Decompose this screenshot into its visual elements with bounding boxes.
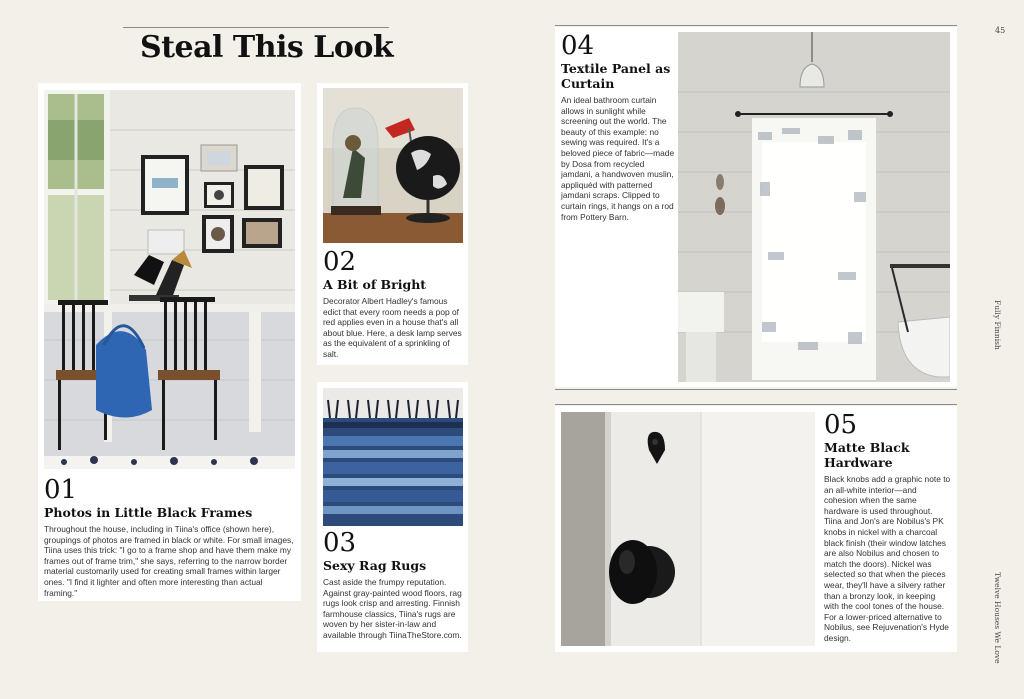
page-number: 45 <box>995 26 1006 35</box>
office-photo-illustration <box>44 90 295 469</box>
item-04-body: An ideal bathroom curtain allows in sunlight while screening out the world. The beauty of this example: no sewing was required. It's a beloved piece of fabric—made by Dosa from recycled jamdani, a handwoven muslin, appliquéd with patterned jamdani scraps. Clipped to curtain rings, it hangs on a rod from Pottery Barn. <box>561 95 675 222</box>
item-05-number: 05 <box>824 410 858 440</box>
item-05-title: Matte Black Hardware <box>824 440 910 470</box>
door-knob-illustration <box>561 412 815 646</box>
item-05-card <box>555 406 957 652</box>
item-02-title: A Bit of Bright <box>323 277 427 292</box>
item-03-title: Sexy Rag Rugs <box>323 558 427 573</box>
bathroom-curtain-illustration <box>678 32 950 382</box>
lamp-globe-photo <box>323 88 463 243</box>
book-title-label: Twelve Houses We Love <box>993 572 1002 664</box>
item-02-body: Decorator Albert Hadley's famous edict that every room needs a pop of red applies even in a house that's all about blue. Here, a desk lamp serves as the equivalent of a sprinkling of salt. <box>323 296 462 359</box>
item-01-title: Photos in Little Black Frames <box>44 505 253 520</box>
door-knob-photo <box>561 412 815 646</box>
item-04-title: Textile Panel as Curtain <box>561 61 671 91</box>
item-01-card <box>38 83 301 601</box>
item-03-body: Cast aside the frumpy reputation. Against gray-painted wood floors, rag rugs look crisp and arresting. Finnish farmhouse classics, Tiina's rugs are woven by her sister-in-law and available through TiinaTheStore.com. <box>323 577 462 640</box>
item-04-top-rule <box>555 25 957 26</box>
item-04-card <box>555 27 957 387</box>
item-01-text <box>44 477 296 598</box>
office-photo <box>44 90 295 469</box>
item-05-top-rule <box>555 404 957 405</box>
item-02-number: 02 <box>323 247 357 277</box>
item-03-card <box>317 382 468 652</box>
item-04-text <box>561 33 677 222</box>
item-05-body: Black knobs add a graphic note to an all-white interior—and cohesion when the same hardware is used throughout. Tiina and Jon's are Nobilus's PK knobs in nickel with a charcoal black finish (their window latches are also Nobilus and chosen to match the doors). Nickel was selected so that when the pieces wear, they'll have a silvery rather than a bronzy look, in keeping with the cool tones of the house. For a lower-priced alternative to Nobilus, see Rejuvenation's Hyde design. <box>824 474 951 643</box>
rag-rug-illustration <box>323 388 463 526</box>
item-05-text <box>824 412 952 644</box>
item-02-text <box>323 249 463 360</box>
page-title: Steal This Look <box>140 30 394 65</box>
item-04-bottom-rule <box>555 389 957 390</box>
lamp-globe-illustration <box>323 88 463 243</box>
item-01-body: Throughout the house, including in Tiina's office (shown here), groupings of photos are framed in black or white. For small images, Tiina uses this trick: "I go to a frame shop and have them make my frames out of frame trim," she says, referring to the narrow border material customarily used for creating small frames within larger ones. "I find it lighter and often more interesting than actual framing." <box>44 524 294 598</box>
item-01-number: 01 <box>44 475 78 505</box>
title-rule <box>123 27 389 28</box>
item-03-number: 03 <box>323 528 357 558</box>
item-04-number: 04 <box>561 31 595 61</box>
item-03-text <box>323 530 463 641</box>
bathroom-curtain-photo <box>678 32 950 382</box>
item-02-card <box>317 83 468 365</box>
rag-rug-photo <box>323 388 463 526</box>
section-label: Fully Finnish <box>993 300 1002 350</box>
